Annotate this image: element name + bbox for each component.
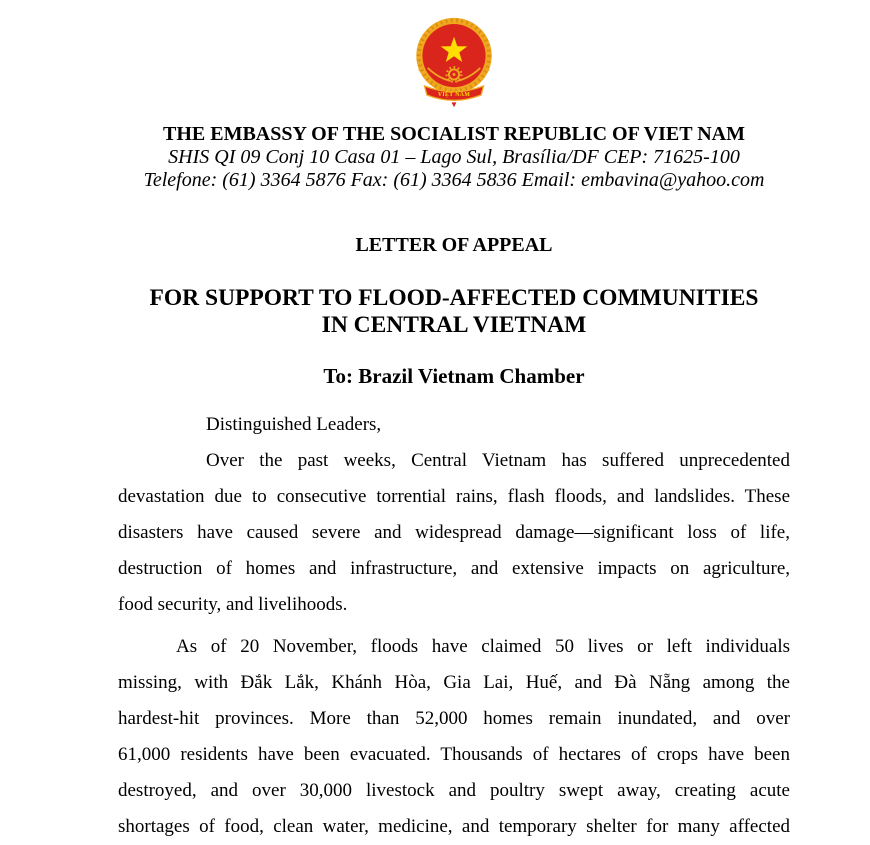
- paragraph-line: As of 20 November, floods have claimed 50 lives or left individuals: [176, 636, 790, 657]
- embassy-address: SHIS QI 09 Conj 10 Casa 01 – Lago Sul, Brasília/DF CEP: 71625-100: [168, 146, 740, 168]
- paragraph-line: 61,000 residents have been evacuated. Thousands of hectares of crops have been: [118, 744, 790, 765]
- paragraph-line: destruction of homes and infrastructure, and extensive impacts on agriculture,: [118, 558, 790, 579]
- letter-subject-line-2: IN CENTRAL VIETNAM: [321, 312, 587, 338]
- paragraph-line: destroyed, and over 30,000 livestock and poultry swept away, creating acute: [118, 780, 790, 801]
- letter-subject-title: [118, 285, 790, 339]
- paragraph-line: food security, and livelihoods.: [118, 594, 348, 615]
- letter-subject-line-1: FOR SUPPORT TO FLOOD-AFFECTED COMMUNITIES: [149, 285, 759, 311]
- emblem-container: [118, 0, 790, 109]
- paragraph-line: hardest-hit provinces. More than 52,000 homes remain inundated, and over: [118, 708, 790, 729]
- embassy-contact: Telefone: (61) 3364 5876 Fax: (61) 3364 5836 Email: embavina@yahoo.com: [143, 169, 765, 191]
- paragraph-line: missing, with Đắk Lắk, Khánh Hòa, Gia Lai, Huế, and Đà Nẵng among the: [118, 672, 790, 693]
- recipient-line: To: Brazil Vietnam Chamber: [323, 364, 585, 388]
- letter-body: [118, 407, 790, 845]
- vietnam-national-emblem-icon: [413, 17, 495, 109]
- banner-text: VIỆT NAM: [437, 92, 471, 99]
- paragraph-line: Over the past weeks, Central Vietnam has suffered unprecedented: [206, 450, 790, 471]
- paragraph-line: disasters have caused severe and widespread damage—significant loss of life,: [118, 522, 790, 543]
- letter-type-title: LETTER OF APPEAL: [355, 234, 553, 256]
- embassy-name: THE EMBASSY OF THE SOCIALIST REPUBLIC OF VIET NAM: [163, 123, 745, 145]
- letter-column: [118, 0, 790, 845]
- salutation-paragraph: [118, 407, 790, 443]
- body-paragraph-2: [118, 629, 790, 845]
- salutation: Distinguished Leaders,: [206, 414, 382, 435]
- paragraph-line: shortages of food, clean water, medicine, and temporary shelter for many affected: [118, 816, 790, 837]
- paragraph-line: devastation due to consecutive torrential rains, flash floods, and landslides. These: [118, 486, 790, 507]
- body-paragraph-1: [118, 443, 790, 623]
